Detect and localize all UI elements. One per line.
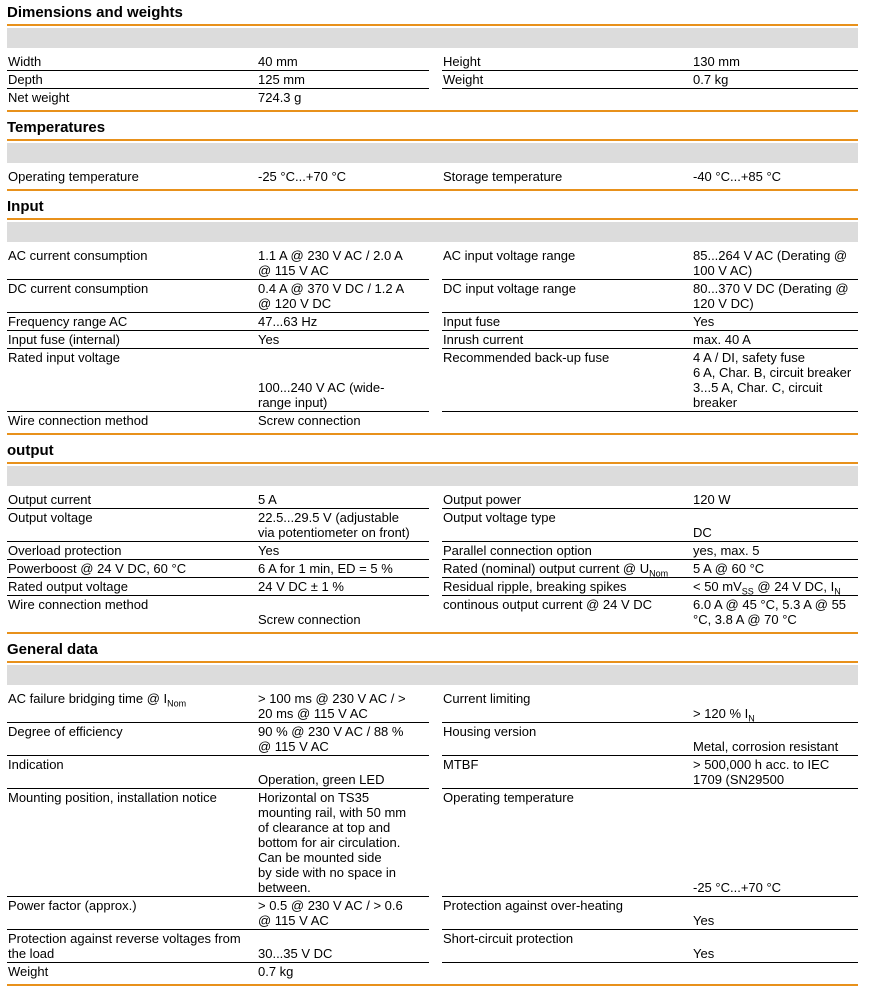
spec-value	[692, 412, 858, 429]
spec-value: 6 A for 1 min, ED = 5 %	[257, 560, 429, 578]
spec-value: Yes	[257, 331, 429, 349]
spec-label: Operating temperature	[8, 169, 139, 184]
table-row	[7, 53, 858, 71]
spec-value: Horizontal on TS35 mounting rail, with 50 mm of clearance at top and bottom for air circulation. Can be mounted side by side with no space in between.	[257, 789, 429, 897]
spec-value: 5 A	[257, 491, 429, 509]
datasheet	[7, 0, 858, 988]
spec-label: Rated output voltage	[7, 578, 257, 596]
table-row	[7, 491, 858, 509]
table-row	[7, 897, 858, 930]
section-divider	[7, 429, 858, 435]
spec-label: Current limiting	[442, 690, 692, 723]
spec-label: Protection against over-heating	[442, 897, 692, 930]
spec-value: 80...370 V DC (Derating @ 120 V DC)	[692, 280, 858, 313]
spec-value: 724.3 g	[258, 90, 302, 105]
spec-value: 30...35 V DC	[257, 930, 429, 963]
spec-label: Storage temperature	[443, 169, 563, 184]
spec-value: 90 % @ 230 V AC / 88 % @ 115 V AC	[257, 723, 429, 756]
section-divider	[7, 185, 858, 191]
spec-label: Operating temperature	[442, 789, 692, 897]
spec-label: Frequency range AC	[7, 313, 257, 331]
spec-value: max. 40 A	[692, 331, 858, 349]
spec-value: Yes	[257, 542, 429, 560]
spec-value: 85...264 V AC (Derating @ 100 V AC)	[692, 247, 858, 280]
spec-value: Screw connection	[258, 612, 361, 627]
spec-label: Output power	[442, 491, 692, 509]
spec-label: Short-circuit protection	[442, 930, 692, 963]
spec-value: < 50 $mV_{SS}$ @ 24 V DC, $I_N$	[692, 578, 858, 596]
spec-value: -25 °C...+70 °C	[258, 169, 347, 184]
table-row	[7, 963, 858, 980]
section-band	[7, 28, 858, 48]
spec-value: Screw connection	[258, 413, 361, 428]
table-row	[7, 349, 858, 412]
table-row	[7, 596, 858, 628]
spec-label: Height	[442, 53, 692, 71]
spec-label: Net weight	[8, 90, 70, 105]
table-row	[7, 560, 858, 578]
spec-label: AC current consumption	[7, 247, 257, 280]
spec-value: -25 °C...+70 °C	[692, 789, 858, 897]
table-row	[7, 247, 858, 280]
spec-label: Weight	[442, 71, 692, 89]
spec-value: 6.0 A @ 45 °C, 5.3 A @ 55 °C, 3.8 A @ 70 °C	[693, 597, 847, 627]
spec-value: 0.7 kg	[692, 71, 858, 89]
table-row	[7, 542, 858, 560]
spec-value: Yes	[692, 897, 858, 930]
spec-value: 0.4 A @ 370 V DC / 1.2 A @ 120 V DC	[257, 280, 429, 313]
spec-value: DC	[692, 509, 858, 542]
spec-label: Mounting position, installation notice	[7, 789, 257, 897]
spec-value	[692, 89, 858, 106]
table-row	[7, 789, 858, 897]
spec-label	[442, 963, 692, 980]
spec-label: Parallel connection option	[442, 542, 692, 560]
spec-label: Protection against reverse voltages from the load	[7, 930, 257, 963]
section-band	[7, 143, 858, 163]
spec-value: 125 mm	[257, 71, 429, 89]
spec-label: continous output current @ 24 V DC	[443, 597, 653, 612]
section-divider	[7, 980, 858, 986]
section-title: Temperatures	[7, 114, 858, 141]
spec-value: > 0.5 @ 230 V AC / > 0.6 @ 115 V AC	[257, 897, 429, 930]
section-title: output	[7, 437, 858, 464]
spec-label: Rated (nominal) output current @ $U_{Nom}$	[442, 560, 692, 578]
spec-value: 40 mm	[257, 53, 429, 71]
section-divider	[7, 628, 858, 634]
spec-label: Rated input voltage	[7, 349, 257, 412]
spec-label: Residual ripple, breaking spikes	[442, 578, 692, 596]
spec-label: DC input voltage range	[442, 280, 692, 313]
spec-label: Wire connection method	[8, 597, 149, 612]
table-row	[7, 412, 858, 429]
table-row	[7, 168, 858, 185]
spec-value: 5 A @ 60 °C	[692, 560, 858, 578]
spec-label: Output voltage	[7, 509, 257, 542]
spec-value: yes, max. 5	[692, 542, 858, 560]
table-row	[7, 723, 858, 756]
spec-value: Yes	[692, 313, 858, 331]
spec-label: Input fuse	[442, 313, 692, 331]
section-band	[7, 665, 858, 685]
table-row	[7, 313, 858, 331]
spec-label	[442, 412, 692, 429]
spec-label: AC input voltage range	[442, 247, 692, 280]
spec-label: Powerboost @ 24 V DC, 60 °C	[7, 560, 257, 578]
spec-value: 120 W	[692, 491, 858, 509]
table-row	[7, 690, 858, 723]
spec-value: Metal, corrosion resistant	[692, 723, 858, 756]
section-title: Input	[7, 193, 858, 220]
spec-label: Depth	[7, 71, 257, 89]
spec-label: Output current	[7, 491, 257, 509]
spec-value: 1.1 A @ 230 V AC / 2.0 A @ 115 V AC	[257, 247, 429, 280]
spec-value: 24 V DC ± 1 %	[257, 578, 429, 596]
table-row	[7, 280, 858, 313]
section-band	[7, 466, 858, 486]
spec-label: Weight	[8, 964, 49, 979]
spec-label: Degree of efficiency	[7, 723, 257, 756]
spec-value: 47...63 Hz	[257, 313, 429, 331]
spec-label: Power factor (approx.)	[7, 897, 257, 930]
table-row	[7, 331, 858, 349]
table-row	[7, 578, 858, 596]
section-divider	[7, 106, 858, 112]
spec-label: Wire connection method	[8, 413, 149, 428]
spec-value: 130 mm	[692, 53, 858, 71]
spec-value: 4 A / DI, safety fuse 6 A, Char. B, circuit breaker 3...5 A, Char. C, circuit breaker	[692, 349, 858, 412]
spec-label	[442, 89, 692, 106]
spec-label: Input fuse (internal)	[7, 331, 257, 349]
spec-value: Operation, green LED	[257, 756, 429, 789]
spec-value: > 120 % $I_N$	[692, 690, 858, 723]
section-title: General data	[7, 636, 858, 663]
section-band	[7, 222, 858, 242]
spec-value: > 500,000 h acc. to IEC 1709 (SN29500	[692, 756, 858, 789]
spec-value: -40 °C...+85 °C	[693, 169, 782, 184]
spec-label: Recommended back-up fuse	[442, 349, 692, 412]
section-title: Dimensions and weights	[7, 0, 858, 26]
table-row	[7, 89, 858, 106]
spec-value: 100...240 V AC (wide- range input)	[257, 349, 429, 412]
spec-label: DC current consumption	[7, 280, 257, 313]
spec-label: Output voltage type	[442, 509, 692, 542]
spec-value: 0.7 kg	[258, 964, 294, 979]
table-row	[7, 509, 858, 542]
spec-label: AC failure bridging time @ $I_{Nom}$	[7, 690, 257, 723]
table-row	[7, 756, 858, 789]
spec-label: Width	[7, 53, 257, 71]
table-row	[7, 930, 858, 963]
spec-value: 22.5...29.5 V (adjustable via potentiometer on front)	[257, 509, 429, 542]
spec-label: Indication	[7, 756, 257, 789]
spec-label: Overload protection	[7, 542, 257, 560]
spec-value	[692, 963, 858, 980]
spec-label: Housing version	[442, 723, 692, 756]
spec-value: > 100 ms @ 230 V AC / > 20 ms @ 115 V AC	[257, 690, 429, 723]
spec-label: Inrush current	[442, 331, 692, 349]
spec-label: MTBF	[442, 756, 692, 789]
spec-value: Yes	[692, 930, 858, 963]
table-row	[7, 71, 858, 89]
